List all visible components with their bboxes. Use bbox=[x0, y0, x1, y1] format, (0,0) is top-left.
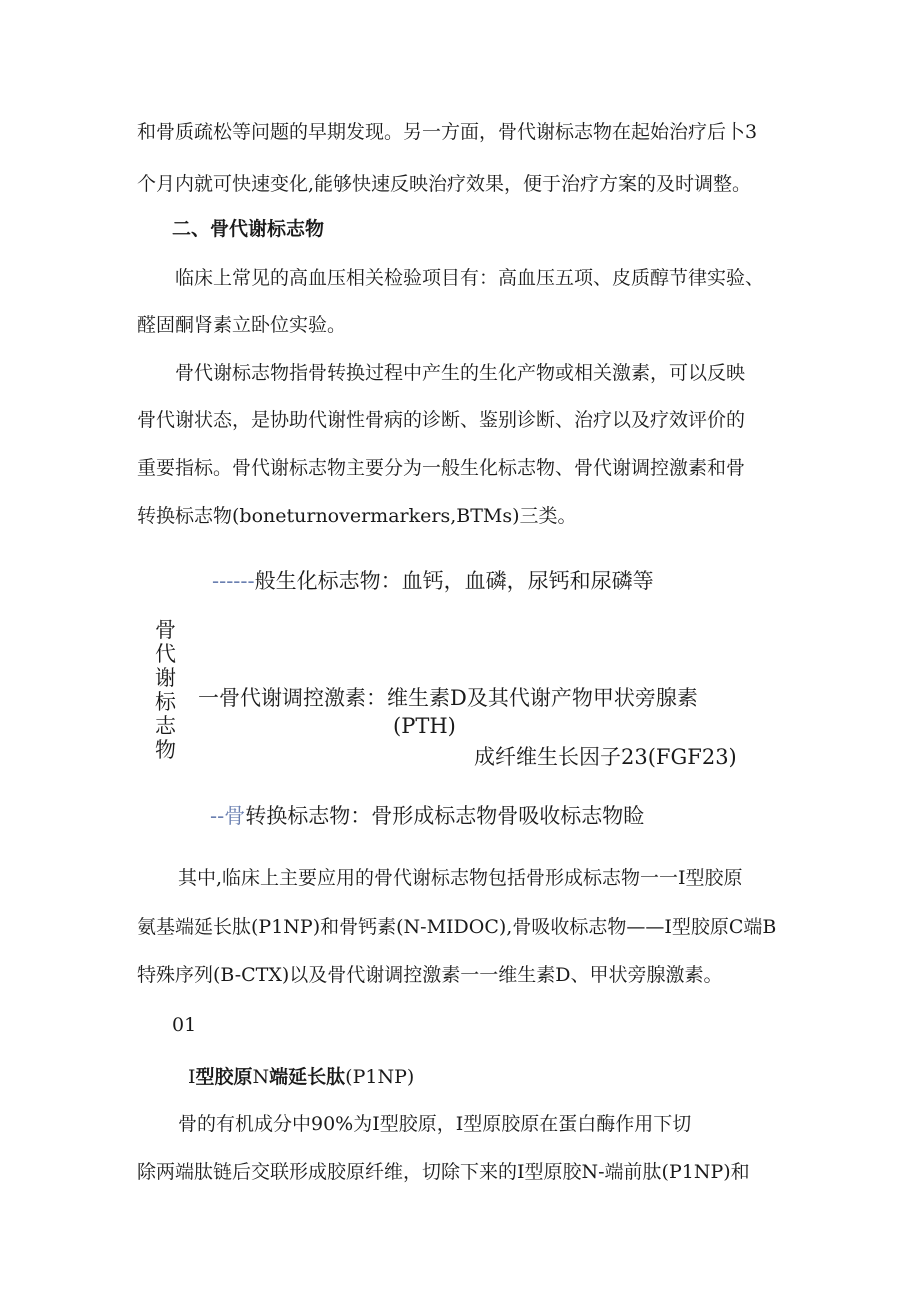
heading-part: I bbox=[188, 1066, 196, 1088]
section-heading: 二、骨代谢标志物 bbox=[172, 218, 325, 240]
diagram-branch-hormones-fgf23: 成纤维生长因子23(FGF23) bbox=[474, 745, 737, 769]
heading-part: 型胶原 bbox=[195, 1066, 253, 1088]
text-line: 骨代谢状态，是协助代谢性骨病的诊断、鉴别诊断、治疗以及疗效评价的 bbox=[137, 409, 746, 431]
heading-part: (P1NP) bbox=[345, 1066, 415, 1088]
text-line: 氨基端延长肽(P1NP)和骨钙素(N-MIDOC),骨吸收标志物——I型胶原C端B bbox=[137, 916, 777, 938]
text-line: 除两端肽链后交联形成胶原纤维，切除下来的I型原胶N-端前肽(P1NP)和 bbox=[137, 1161, 750, 1183]
text-line: 和骨质疏松等问题的早期发现。另一方面，骨代谢标志物在起始治疗后卜3 bbox=[137, 121, 758, 143]
subsection-heading bbox=[188, 1063, 414, 1091]
text-line: 骨代谢标志物指骨转换过程中产生的生化产物或相关激素，可以反映 bbox=[175, 362, 746, 384]
branch-connector: ------ bbox=[212, 569, 255, 593]
heading-part: N bbox=[252, 1066, 270, 1088]
branch-connector: --骨 bbox=[210, 804, 246, 828]
branch-label: 转换标志物：骨形成标志物骨吸收标志物睑 bbox=[245, 804, 645, 828]
text-line: 临床上常见的高血压相关检验项目有：高血压五项、皮质醇节律实验、 bbox=[175, 267, 765, 289]
diagram-branch-general bbox=[212, 566, 654, 596]
text-line: 个月内就可快速变化,能够快速反映治疗效果，便于治疗方案的及时调整。 bbox=[137, 173, 752, 195]
diagram-branch-turnover bbox=[210, 801, 644, 831]
heading-part: 端延长肽 bbox=[269, 1066, 346, 1088]
text-line: 重要指标。骨代谢标志物主要分为一般生化标志物、骨代谢调控激素和骨 bbox=[137, 457, 746, 479]
text-line: 其中,临床上主要应用的骨代谢标志物包括骨形成标志物一一I型胶原 bbox=[178, 867, 743, 889]
diagram-root-label: 骨代谢标志物 bbox=[155, 618, 176, 762]
text-line: 骨的有机成分中90%为I型胶原，I型原胶原在蛋白酶作用下切 bbox=[178, 1113, 692, 1135]
text-line: 转换标志物(boneturnovermarkers,BTMs)三类。 bbox=[137, 505, 577, 527]
diagram-branch-hormones: 一骨代谢调控激素：维生素D及其代谢产物甲状旁腺素 bbox=[198, 686, 698, 710]
subsection-number: 01 bbox=[172, 1014, 197, 1036]
text-line: 特殊序列(B-CTX)以及骨代谢调控激素一一维生素D、甲状旁腺激素。 bbox=[137, 964, 723, 986]
diagram-branch-hormones-pth: (PTH) bbox=[393, 714, 456, 738]
text-line: 醛固酮肾素立卧位实验。 bbox=[137, 314, 347, 336]
branch-label: 般生化标志物：血钙，血磷，尿钙和尿磷等 bbox=[254, 569, 654, 593]
